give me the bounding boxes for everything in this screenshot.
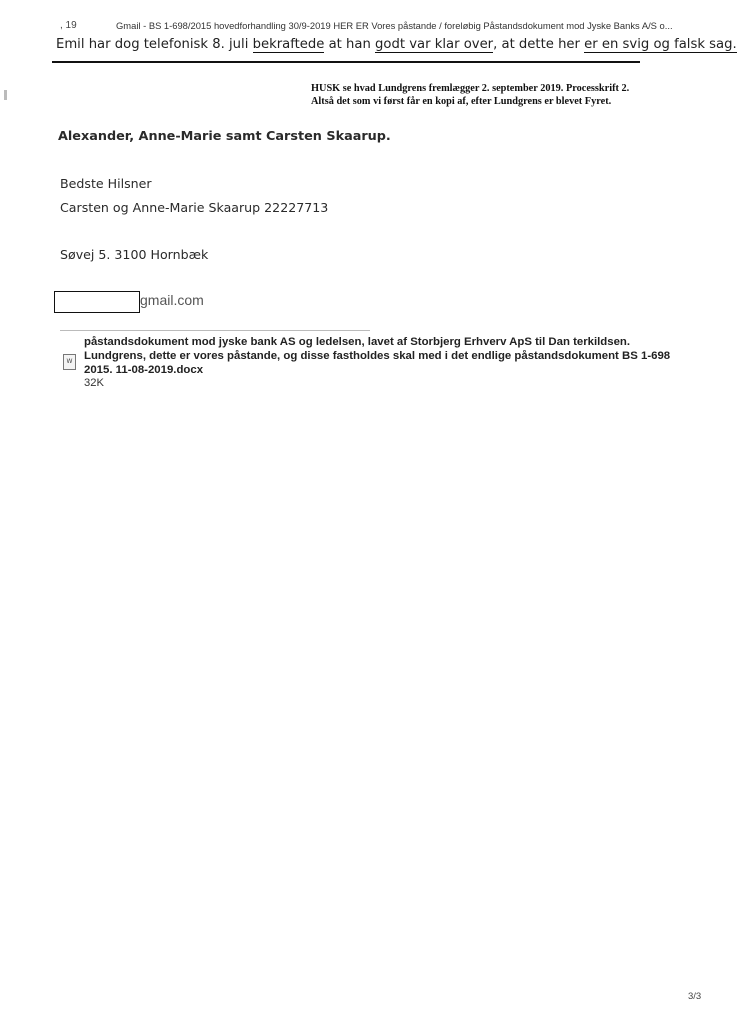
attachment-name[interactable] (84, 335, 670, 377)
recipient-names: Alexander, Anne-Marie samt Carsten Skaarup. (58, 129, 391, 144)
margin-mark (4, 90, 7, 100)
header-date: , 19 (60, 20, 77, 31)
note-underlined-3: er en svig og falsk sag. (584, 37, 737, 52)
word-document-icon[interactable]: W (63, 354, 76, 370)
page-number: 3/3 (688, 991, 702, 1002)
attachment-line-2: Lundgrens, dette er vores påstande, og disse fastholdes skal med i det endlige påstandsdokument BS 1-698 (84, 350, 671, 362)
attachment-line-3: 2015. 11-08-2019.docx (84, 364, 204, 376)
note-text-3: , at dette her (493, 37, 585, 52)
note-underlined-1: bekraftede (252, 37, 325, 52)
note-text-1: Emil har dog telefonisk 8. juli (56, 37, 253, 52)
header-title: Gmail - BS 1-698/2015 hovedforhandling 30/9-2019 HER ER Vores påstande / foreløbig Påstandsdokument mod Jyske Banks A/S o... (116, 20, 673, 31)
attachment-line-1: påstandsdokument mod jyske bank AS og ledelsen, lavet af Storbjerg Erhverv ApS til Dan terkildsen. (84, 336, 631, 348)
address: Søvej 5. 3100 Hornbæk (60, 247, 209, 262)
email-domain: gmail.com (140, 292, 204, 308)
signature: Carsten og Anne-Marie Skaarup 22227713 (60, 200, 329, 215)
husk-line-2: Altså det som vi først får en kopi af, efter Lundgrens er blevet Fyret. (311, 96, 612, 107)
redaction-box (54, 291, 140, 313)
attachment-size: 32K (84, 377, 104, 389)
note-underlined-2: godt var klar over (375, 37, 494, 52)
note-text-2: at han (324, 37, 376, 52)
husk-note (311, 82, 629, 108)
husk-line-1: HUSK se hvad Lundgrens fremlægger 2. september 2019. Processkrift 2. (311, 83, 630, 94)
note-underline-rule (52, 61, 640, 63)
attachment-divider (60, 330, 370, 331)
greeting: Bedste Hilsner (60, 176, 152, 191)
handwritten-note (56, 37, 737, 52)
